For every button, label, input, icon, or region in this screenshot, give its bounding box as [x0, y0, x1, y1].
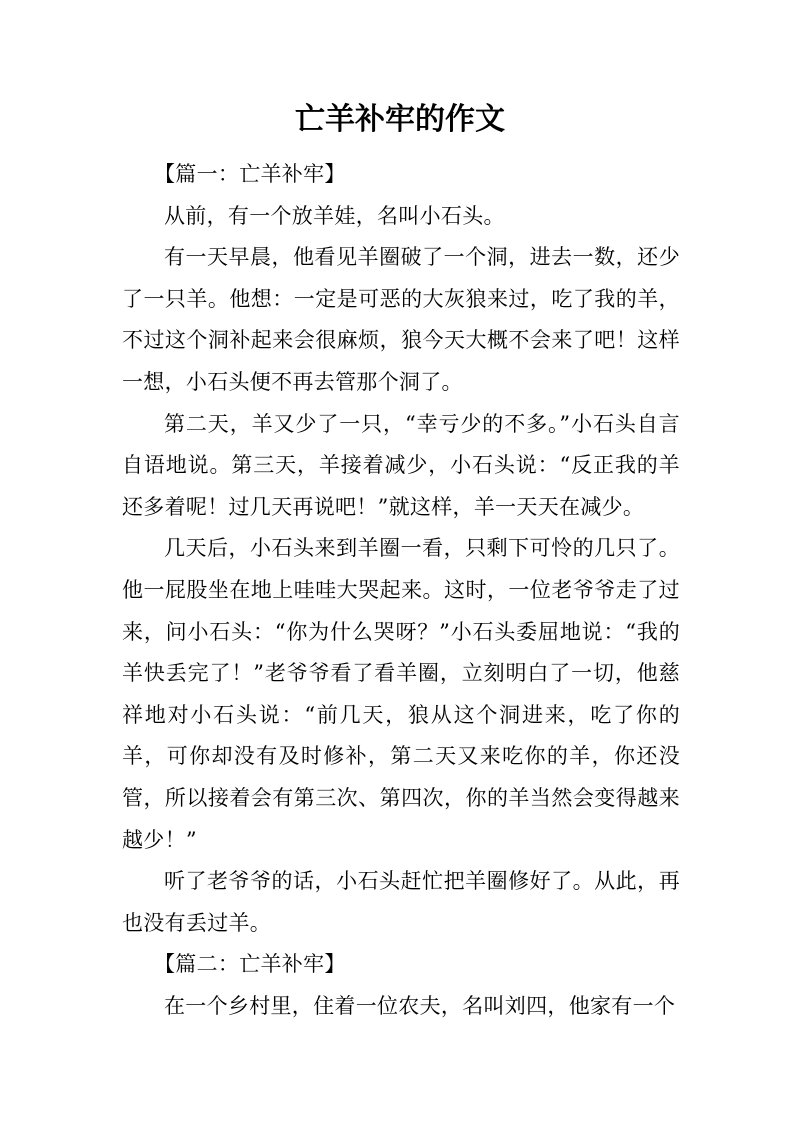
paragraph: 几天后，小石头来到羊圈一看，只剩下可怜的几只了。他一屁股坐在地上哇哇大哭起来。这时，一位老爷爷走了过来，问小石头：“你为什么哭呀？”小石头委屈地说：“我的羊快丢完了！”老爷爷看了看羊圈，立刻明白了一切，他慈祥地对小石头说：“前几天，狼从这个洞进来，吃了你的羊，可你却没有及时修补，第二天又来吃你的羊，你还没管，所以接着会有第三次、第四次，你的羊当然会变得越来越少！” [122, 536, 680, 852]
paragraph: 第二天，羊又少了一只，“幸亏少的不多。”小石头自言自语地说。第三天，羊接着减少，小石头说：“反正我的羊还多着呢！过几天再说吧！”就这样，羊一天天在减少。 [122, 411, 680, 519]
paragraph: 从前，有一个放羊娃，名叫小石头。 [164, 203, 505, 228]
paragraph: 有一天早晨，他看见羊圈破了一个洞，进去一数，还少了一只羊。他想：一定是可恶的大灰狼来过，吃了我的羊，不过这个洞补起来会很麻烦，狼今天大概不会来了吧！这样一想，小石头便不再去管那个洞了。 [122, 245, 680, 394]
paragraph: 听了老爷爷的话，小石头赶忙把羊圈修好了。从此，再也没有丢过羊。 [122, 869, 680, 935]
section-heading: 【篇一：亡羊补牢】 [154, 162, 346, 186]
section-heading: 【篇二：亡羊补牢】 [154, 952, 346, 977]
document-body [122, 154, 680, 1027]
document-title: 亡羊补牢的作文 [295, 102, 505, 137]
paragraph: 在一个乡村里，住着一位农夫，名叫刘四，他家有一个 [164, 993, 676, 1018]
